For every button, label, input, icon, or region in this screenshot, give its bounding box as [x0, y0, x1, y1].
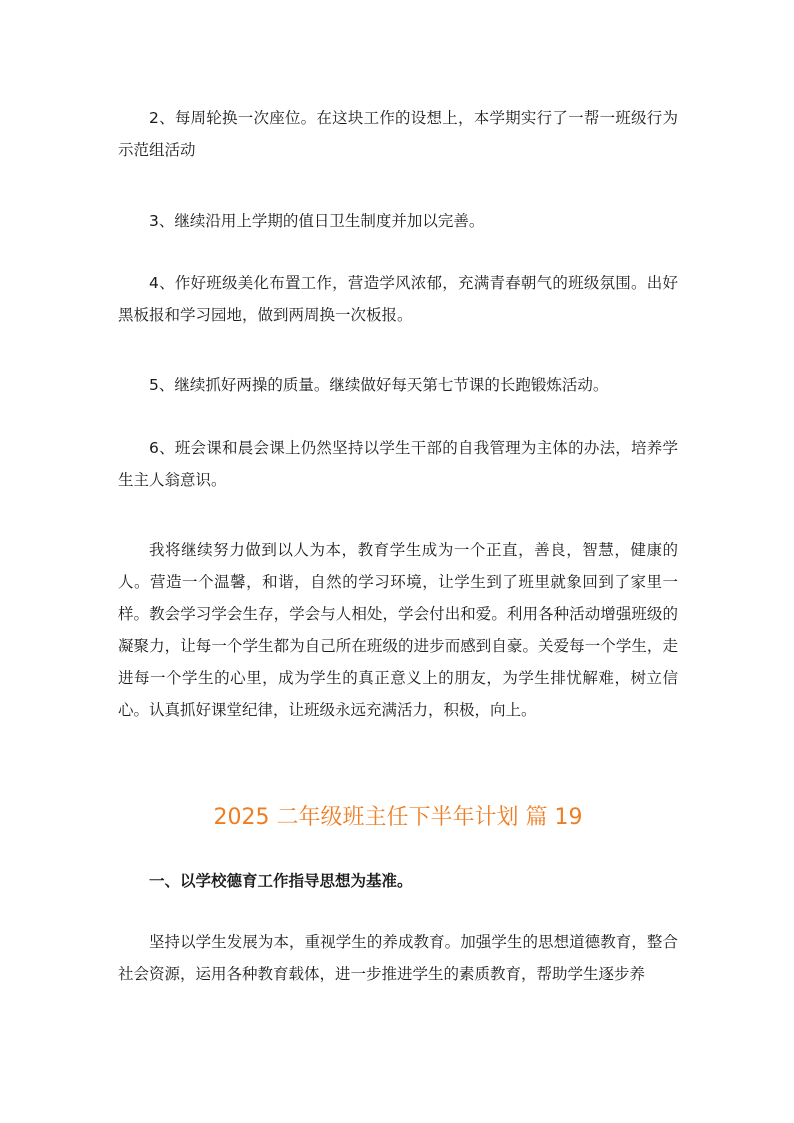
paragraph-item-5: 5、继续抓好两操的质量。继续做好每天第七节课的长跑锻炼活动。 — [149, 376, 609, 394]
sub-heading: 一、以学校德育工作指导思想为基准。 — [149, 872, 413, 890]
section-heading: 2025 二年级班主任下半年计划 篇 19 — [213, 805, 583, 830]
paragraph-item-3: 3、继续沿用上学期的值日卫生制度并加以完善。 — [149, 212, 485, 230]
paragraph-summary: 我将继续努力做到以人为本，教育学生成为一个正直，善良，智慧，健康的人。营造一个温馨，和谐，自然的学习环境，让学生到了班里就象回到了家里一样。教会学习学会生存，学会与人相处，学会付出和爱。利用各种活动增强班级的凝聚力，让每一个学生都为自己所在班级的进步而感到自豪。关爱每一个学生，走进每一个学生的心里，成为学生的真正意义上的朋友，为学生排忧解难，树立信心。认真抓好课堂纪律，让班级永远充满活力，积极，向上。 — [118, 541, 678, 719]
paragraph-item-2: 2、每周轮换一次座位。在这块工作的设想上，本学期实行了一帮一班级行为示范组活动 — [118, 109, 678, 159]
paragraph-item-6: 6、班会课和晨会课上仍然坚持以学生干部的自我管理为主体的办法，培养学生主人翁意识。 — [118, 439, 678, 489]
paragraph-item-4: 4、作好班级美化布置工作，营造学风浓郁，充满青春朝气的班级氛围。出好黑板报和学习园地，做到两周换一次板报。 — [118, 274, 678, 324]
paragraph-bottom: 坚持以学生发展为本，重视学生的养成教育。加强学生的思想道德教育，整合社会资源，运用各种教育载体，进一步推进学生的素质教育，帮助学生逐步养 — [118, 933, 678, 983]
